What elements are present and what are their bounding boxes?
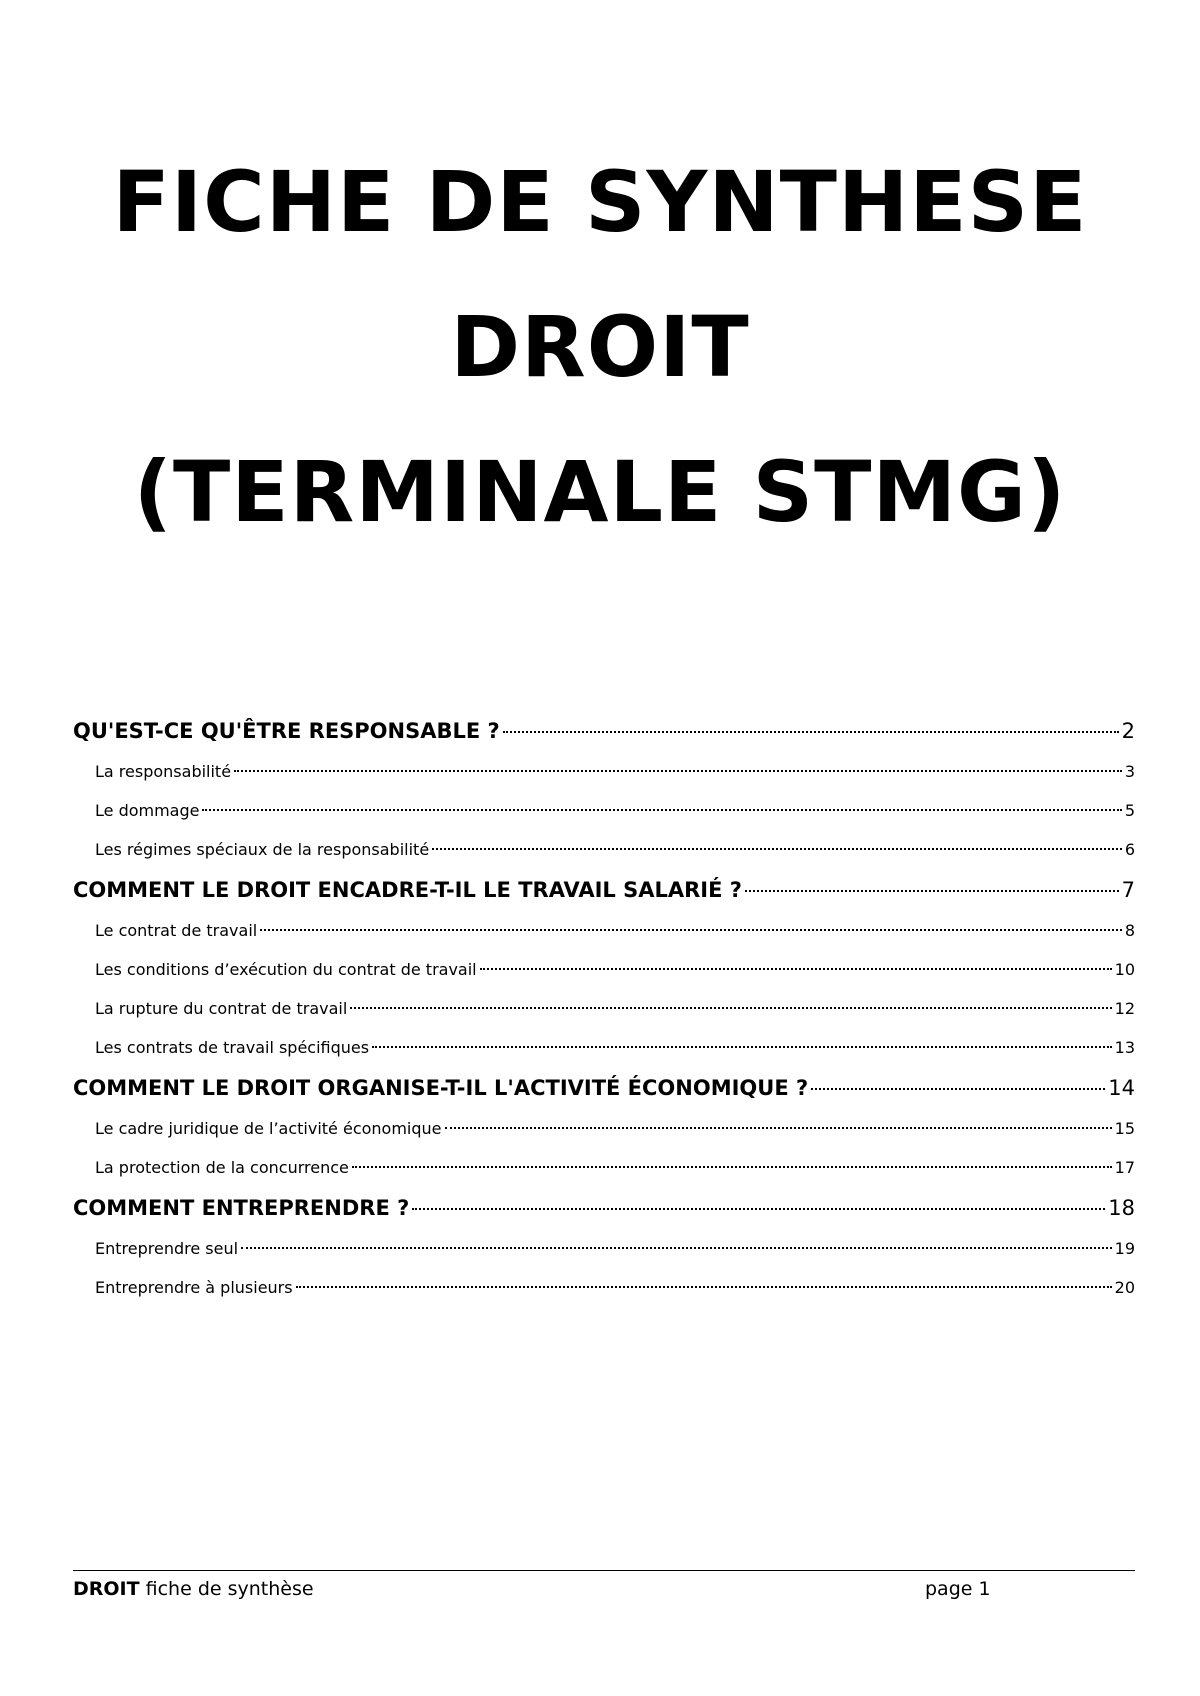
toc-section-entry[interactable] <box>73 710 1135 752</box>
toc-section-entry[interactable] <box>73 869 1135 911</box>
toc-dot-leader <box>352 1150 1112 1168</box>
toc-subsection-entry[interactable] <box>73 830 1135 869</box>
toc-dot-leader <box>234 754 1122 772</box>
footer-divider <box>73 1570 1135 1571</box>
toc-dot-leader <box>503 710 1119 733</box>
toc-entry-title: QU'EST-CE QU'ÊTRE RESPONSABLE ? <box>73 719 500 743</box>
toc-entry-title: Le contrat de travail <box>95 921 258 940</box>
toc-entry-page-number: 2 <box>1121 719 1135 743</box>
toc-entry-page-number: 18 <box>1108 1196 1135 1220</box>
toc-entry-title: La responsabilité <box>95 762 232 781</box>
toc-dot-leader <box>296 1270 1112 1288</box>
title-line-3: (TERMINALE STMG) <box>133 443 1067 541</box>
toc-subsection-entry[interactable] <box>73 989 1135 1028</box>
toc-entry-title: Entreprendre seul <box>95 1239 239 1258</box>
toc-section-entry[interactable] <box>73 1187 1135 1229</box>
toc-entry-page-number: 7 <box>1121 878 1135 902</box>
toc-entry-title: La protection de la concurrence <box>95 1158 349 1177</box>
toc-dot-leader <box>480 952 1112 970</box>
title-line-1: FICHE DE SYNTHESE <box>112 153 1088 251</box>
toc-dot-leader <box>445 1111 1112 1129</box>
toc-subsection-entry[interactable] <box>73 1109 1135 1148</box>
toc-entry-page-number: 14 <box>1108 1076 1135 1100</box>
toc-entry-page-number: 13 <box>1114 1038 1135 1057</box>
toc-subsection-entry[interactable] <box>73 950 1135 989</box>
footer-document-label <box>73 1578 314 1600</box>
toc-entry-page-number: 5 <box>1124 801 1135 820</box>
toc-entry-title: Entreprendre à plusieurs <box>95 1278 293 1297</box>
toc-dot-leader <box>260 913 1122 931</box>
toc-subsection-entry[interactable] <box>73 911 1135 950</box>
toc-entry-title: COMMENT LE DROIT ORGANISE-T-IL L'ACTIVITÉ ÉCONOMIQUE ? <box>73 1076 809 1100</box>
document-title <box>0 130 1200 565</box>
toc-entry-page-number: 20 <box>1114 1278 1135 1297</box>
toc-entry-page-number: 10 <box>1114 960 1135 979</box>
toc-entry-page-number: 6 <box>1124 840 1135 859</box>
toc-entry-title: Les contrats de travail spécifiques <box>95 1038 370 1057</box>
toc-subsection-entry[interactable] <box>73 791 1135 830</box>
toc-entry-page-number: 17 <box>1114 1158 1135 1177</box>
toc-dot-leader <box>241 1231 1112 1249</box>
toc-entry-page-number: 19 <box>1114 1239 1135 1258</box>
toc-entry-page-number: 3 <box>1124 762 1135 781</box>
toc-dot-leader <box>811 1067 1105 1090</box>
toc-dot-leader <box>745 869 1119 892</box>
toc-subsection-entry[interactable] <box>73 1229 1135 1268</box>
table-of-contents <box>73 710 1135 1307</box>
toc-subsection-entry[interactable] <box>73 1268 1135 1307</box>
toc-entry-title: La rupture du contrat de travail <box>95 999 348 1018</box>
footer-subject: DROIT <box>73 1578 140 1600</box>
toc-entry-page-number: 12 <box>1114 999 1135 1018</box>
page-footer <box>73 1578 1135 1608</box>
toc-dot-leader <box>412 1187 1105 1210</box>
toc-entry-title: Le dommage <box>95 801 200 820</box>
toc-entry-page-number: 15 <box>1114 1119 1135 1138</box>
toc-entry-title: Les conditions d’exécution du contrat de travail <box>95 960 477 979</box>
toc-dot-leader <box>202 793 1121 811</box>
toc-dot-leader <box>372 1030 1112 1048</box>
footer-description: fiche de synthèse <box>139 1578 314 1600</box>
toc-subsection-entry[interactable] <box>73 1148 1135 1187</box>
toc-dot-leader <box>432 832 1122 850</box>
toc-entry-title: Le cadre juridique de l’activité économique <box>95 1119 442 1138</box>
toc-subsection-entry[interactable] <box>73 752 1135 791</box>
toc-entry-title: Les régimes spéciaux de la responsabilité <box>95 840 430 859</box>
toc-entry-page-number: 8 <box>1124 921 1135 940</box>
title-line-2: DROIT <box>450 298 750 396</box>
toc-entry-title: COMMENT ENTREPRENDRE ? <box>73 1196 410 1220</box>
toc-subsection-entry[interactable] <box>73 1028 1135 1067</box>
toc-section-entry[interactable] <box>73 1067 1135 1109</box>
footer-page-number: page 1 <box>925 1578 991 1600</box>
toc-entry-title: COMMENT LE DROIT ENCADRE-T-IL LE TRAVAIL SALARIÉ ? <box>73 878 742 902</box>
toc-dot-leader <box>350 991 1111 1009</box>
